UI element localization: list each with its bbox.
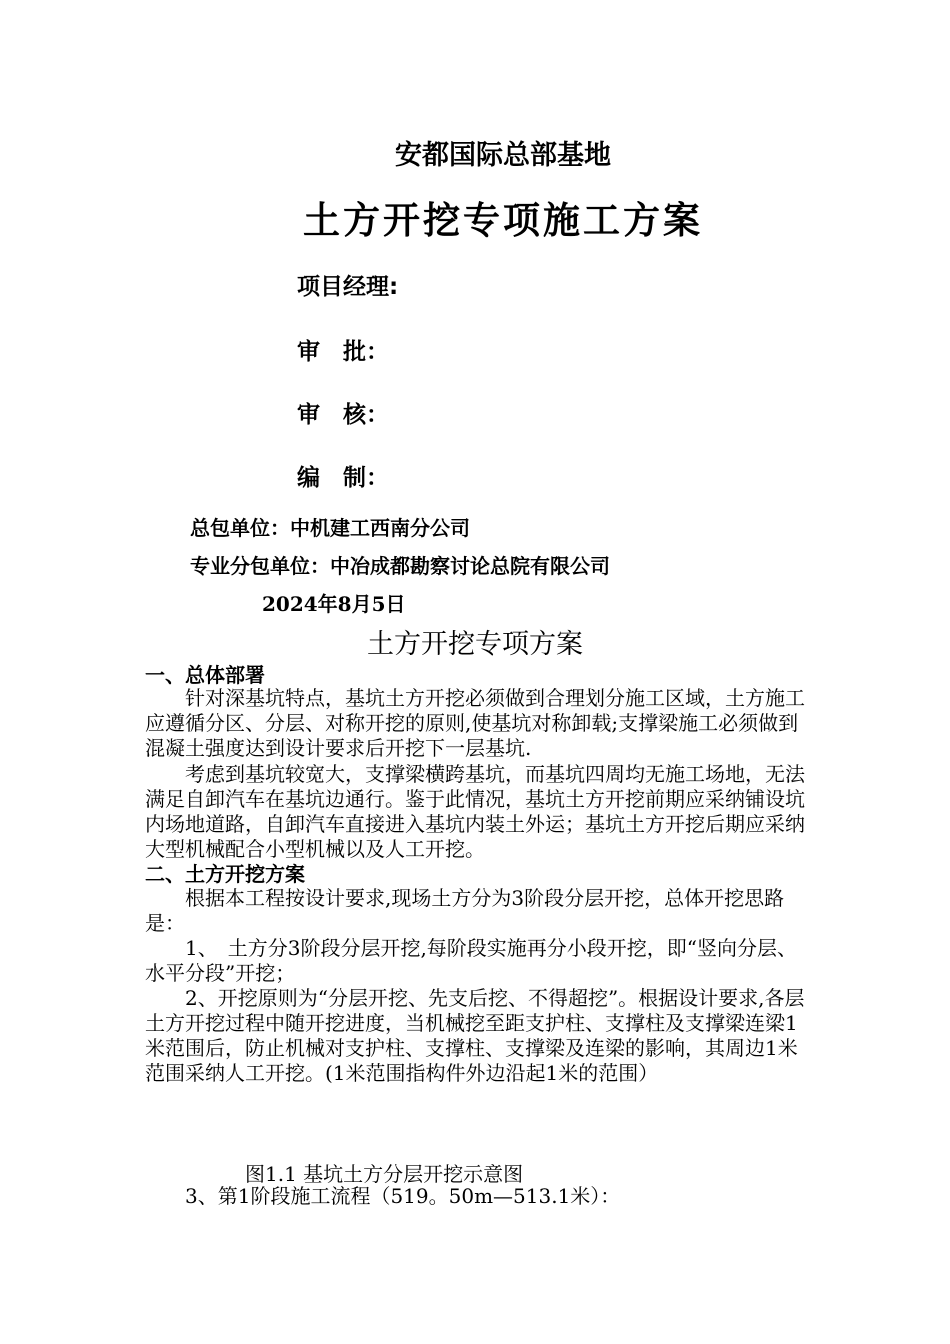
cover-title: 土方开挖专项施工方案 <box>303 198 703 242</box>
sign-project-manager: 项目经理: <box>297 274 399 300</box>
section1-paragraph: 针对深基坑特点，基坑土方开挖必须做到合理划分施工区域，土方施工应遵循分区、分层、对称开挖的原则,使基坑对称卸载;支撑梁施工必须做到混凝土强度达到设计要求后开挖下一层基坑. <box>145 686 805 760</box>
sign-approve: 审 批： <box>297 339 389 365</box>
body-title: 土方开挖专项方案 <box>367 629 583 660</box>
section1-paragraph: 考虑到基坑较宽大，支撑梁横跨基坑，而基坑四周均无施工场地，无法满足自卸汽车在基坑边通行。鉴于此情况，基坑土方开挖前期应采纳铺设坑内场地道路，自卸汽车直接进入基坑内装土外运；基坑土方开挖后期应采纳大型机械配合小型机械以及人工开挖。 <box>145 762 805 861</box>
cover-subtitle: 安都国际总部基地 <box>395 140 611 171</box>
sign-review: 审 核： <box>297 402 389 428</box>
document-date: 2024年8月5日 <box>262 592 406 616</box>
section2-heading: 二、土方开挖方案 <box>145 862 305 886</box>
figure-caption: 图1.1 基坑土方分层开挖示意图 <box>245 1162 524 1186</box>
section2-list-item: 2、开挖原则为“分层开挖、先支后挖、不得超挖”。根据设计要求,各层土方开挖过程中随开挖进度，当机械挖至距支护柱、支撑柱及支撑梁连梁1米范围后，防止机械对支护柱、支撑柱、支撑梁及连梁的影响，其周边1米范围采纳人工开挖。(1米范围指构件外边沿起1米的范围） <box>145 986 805 1085</box>
section2-paragraph: 根据本工程按设计要求,现场土方分为3阶段分层开挖，总体开挖思路是： <box>145 886 785 935</box>
section2-list-item: 3、第1阶段施工流程（519。50m—513.1米）： <box>185 1184 621 1208</box>
subcontractor: 专业分包单位：中冶成都勘察讨论总院有限公司 <box>190 554 610 578</box>
section1-heading: 一、总体部署 <box>145 663 265 687</box>
section2-list-item: 1、 土方分3阶段分层开挖,每阶段实施再分小段开挖，即“竖向分层、水平分段”开挖； <box>145 936 798 985</box>
general-contractor: 总包单位：中机建工西南分公司 <box>190 516 470 540</box>
sign-prepare: 编 制： <box>297 465 389 491</box>
